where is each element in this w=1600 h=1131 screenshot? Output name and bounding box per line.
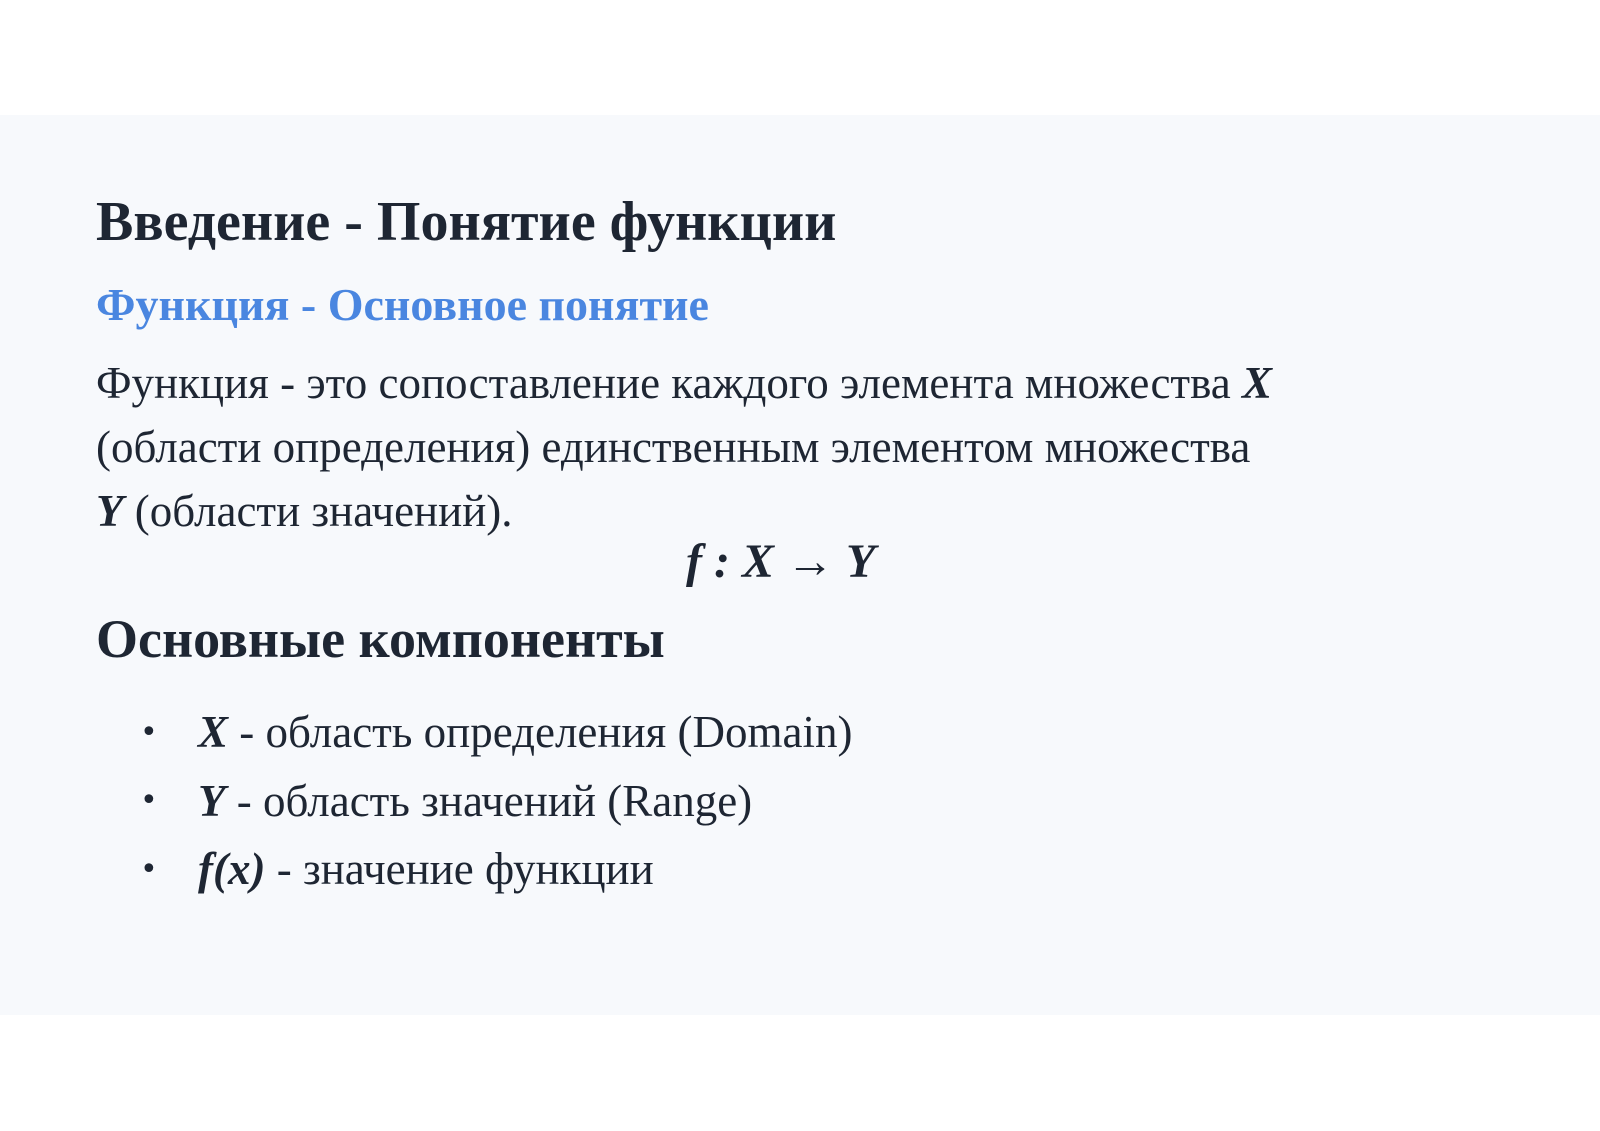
definition-paragraph — [96, 351, 1516, 543]
bullet-icon: • — [140, 783, 158, 819]
set-y-symbol: Y — [96, 486, 124, 536]
list-item — [140, 769, 852, 838]
formula-x: X — [741, 535, 774, 588]
formula-colon: : — [701, 535, 742, 588]
formula-y: Y — [845, 535, 876, 588]
component-symbol: X — [198, 707, 229, 757]
component-text: - область значений (Range) — [225, 775, 753, 826]
slide-title: Введение - Понятие функции — [96, 191, 837, 253]
list-item — [140, 837, 852, 906]
slide — [0, 115, 1600, 1015]
definition-text-3: (области значений). — [123, 486, 513, 536]
component-symbol: f(x) — [198, 844, 266, 895]
list-item — [140, 700, 852, 769]
definition-text-1: Функция - это сопоставление каждого элемента множества — [96, 358, 1242, 408]
components-list — [140, 700, 852, 906]
definition-line-1 — [96, 351, 1516, 415]
bullet-icon: • — [140, 852, 158, 888]
right-arrow-icon: → — [773, 535, 846, 588]
definition-line-2: (области определения) единственным элементом множества — [96, 422, 1251, 472]
slide-subtitle: Функция - Основное понятие — [96, 279, 709, 330]
component-text: - область определения (Domain) — [228, 707, 853, 757]
components-heading: Основные компоненты — [96, 609, 665, 669]
component-text: - значение функции — [265, 844, 654, 895]
formula-f: f — [686, 535, 702, 588]
bullet-icon: • — [140, 714, 158, 750]
set-x-symbol: X — [1241, 358, 1272, 408]
function-formula — [686, 533, 875, 591]
component-symbol: Y — [198, 775, 226, 826]
